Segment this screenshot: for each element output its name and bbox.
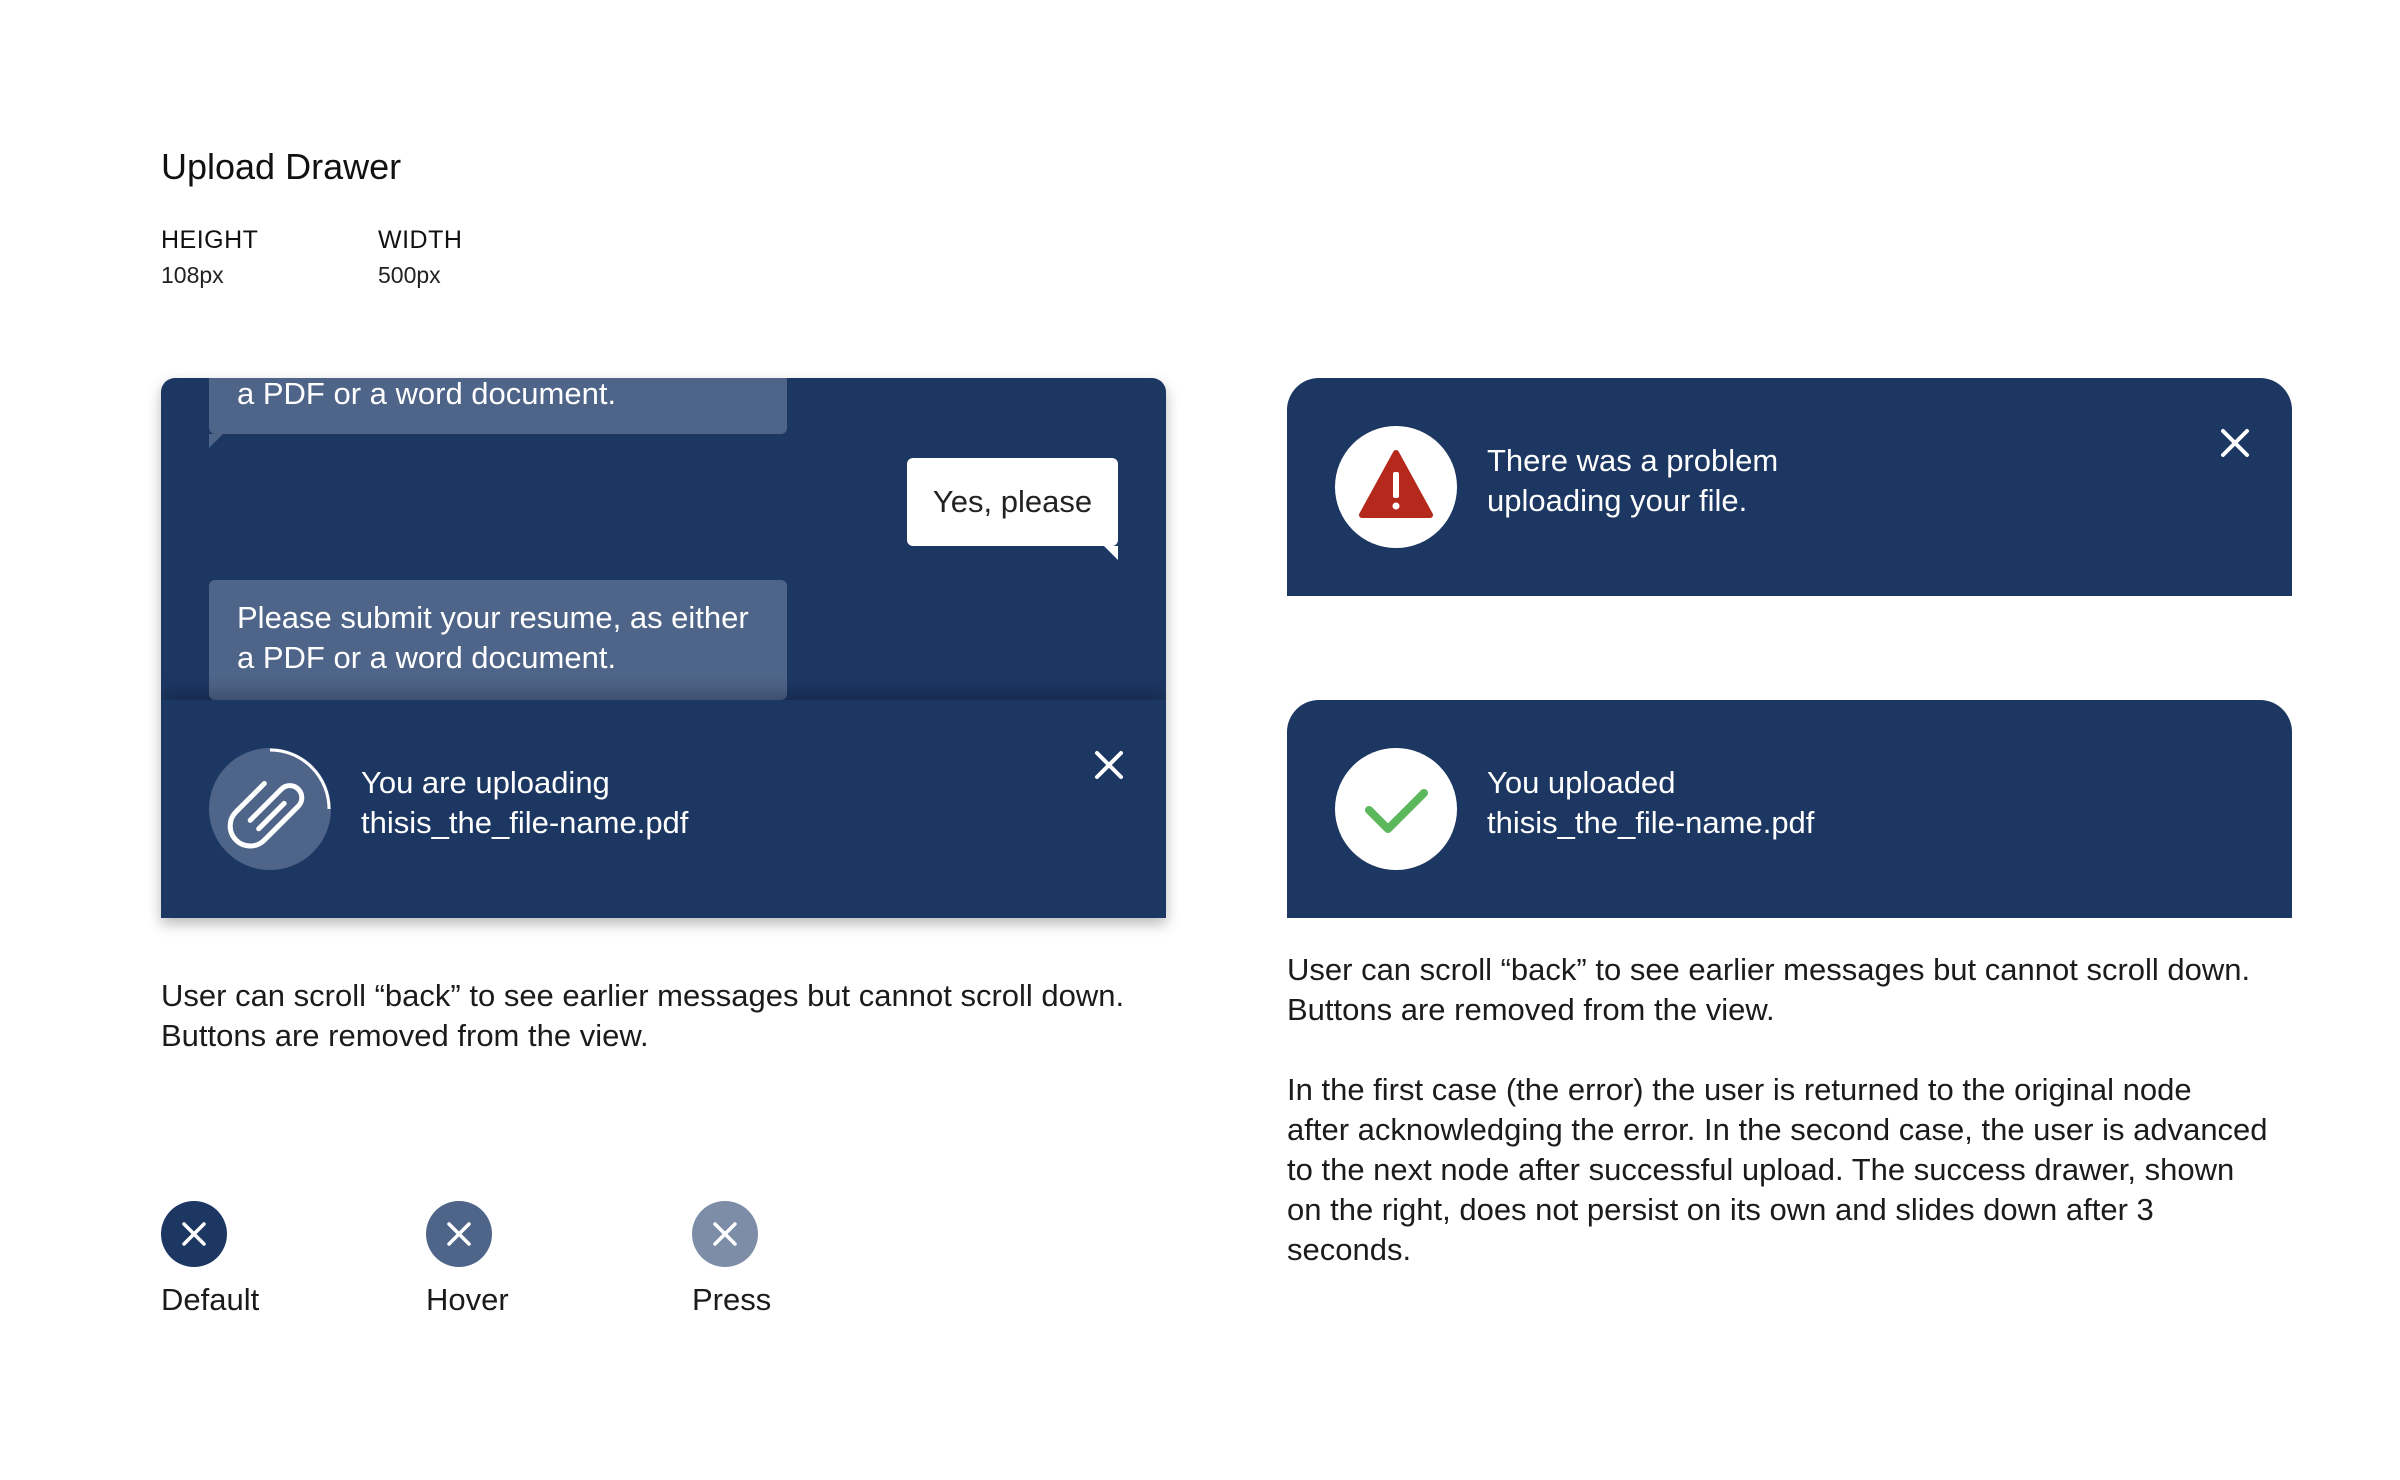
spec-height-label: HEIGHT — [161, 226, 259, 254]
close-button-default[interactable] — [161, 1201, 227, 1267]
success-icon-circle — [1335, 748, 1457, 870]
right-note-p2-line-2: after acknowledging the error. In the second case, the user is advanced — [1287, 1112, 2268, 1147]
spec-height-value: 108px — [161, 262, 224, 288]
uploading-drawer — [161, 700, 1166, 918]
upload-progress-indicator — [209, 748, 331, 870]
user-reply-text: Yes, please — [932, 484, 1093, 519]
uploading-file-name: thisis_the_file-name.pdf — [361, 805, 689, 840]
state-label-press: Press — [692, 1282, 772, 1317]
close-button-press[interactable] — [692, 1201, 758, 1267]
error-icon-circle — [1335, 426, 1457, 548]
success-drawer — [1287, 700, 2292, 918]
error-line-2: uploading your file. — [1487, 483, 1748, 518]
spec-width-value: 500px — [378, 262, 441, 288]
close-icon — [179, 1219, 209, 1249]
error-message — [1487, 441, 1778, 521]
left-note — [161, 976, 1124, 1056]
close-button-hover[interactable] — [426, 1201, 492, 1267]
error-line-1: There was a problem — [1487, 443, 1779, 478]
close-icon[interactable] — [1091, 747, 1127, 783]
uploading-line-1: You are uploading — [361, 765, 610, 800]
bot-message-bubble-previous — [209, 378, 787, 434]
paperclip-icon — [209, 748, 331, 870]
success-file-name: thisis_the_file-name.pdf — [1487, 805, 1815, 840]
right-note-p2-line-3: to the next node after successful upload. The success drawer, shown — [1287, 1152, 2235, 1187]
left-note-line-2: Buttons are removed from the view. — [161, 1018, 649, 1053]
checkmark-icon — [1335, 748, 1457, 870]
warning-triangle-icon — [1335, 426, 1457, 548]
page-title: Upload Drawer — [161, 146, 402, 187]
success-line-1: You uploaded — [1487, 765, 1676, 800]
user-reply-bubble — [907, 458, 1118, 546]
chat-window[interactable] — [161, 378, 1166, 918]
state-label-default: Default — [161, 1282, 260, 1317]
bot-message-line-2: a PDF or a word document. — [237, 640, 617, 675]
bot-message-line-1: Please submit your resume, as either — [237, 600, 749, 635]
state-label-hover: Hover — [426, 1282, 509, 1317]
bot-message-bubble — [209, 580, 787, 700]
paragraph-spacer — [1287, 1030, 2268, 1070]
right-note-p2-line-5: seconds. — [1287, 1232, 1412, 1267]
close-icon — [710, 1219, 740, 1249]
close-icon — [444, 1219, 474, 1249]
right-note-p1-line-2: Buttons are removed from the view. — [1287, 992, 1775, 1027]
right-note-p2-line-4: on the right, does not persist on its own and slides down after 3 — [1287, 1192, 2154, 1227]
right-note — [1287, 950, 2268, 1270]
right-note-p2-line-1: In the first case (the error) the user is returned to the original node — [1287, 1072, 2192, 1107]
left-note-line-1: User can scroll “back” to see earlier messages but cannot scroll down. — [161, 978, 1125, 1013]
spec-width-label: WIDTH — [378, 226, 463, 254]
bot-message-text: a PDF or a word document. — [237, 378, 617, 411]
right-note-p1-line-1: User can scroll “back” to see earlier messages but cannot scroll down. — [1287, 952, 2251, 987]
uploading-message — [361, 763, 688, 843]
success-message — [1487, 763, 1814, 843]
close-icon[interactable] — [2217, 425, 2253, 461]
error-drawer — [1287, 378, 2292, 596]
